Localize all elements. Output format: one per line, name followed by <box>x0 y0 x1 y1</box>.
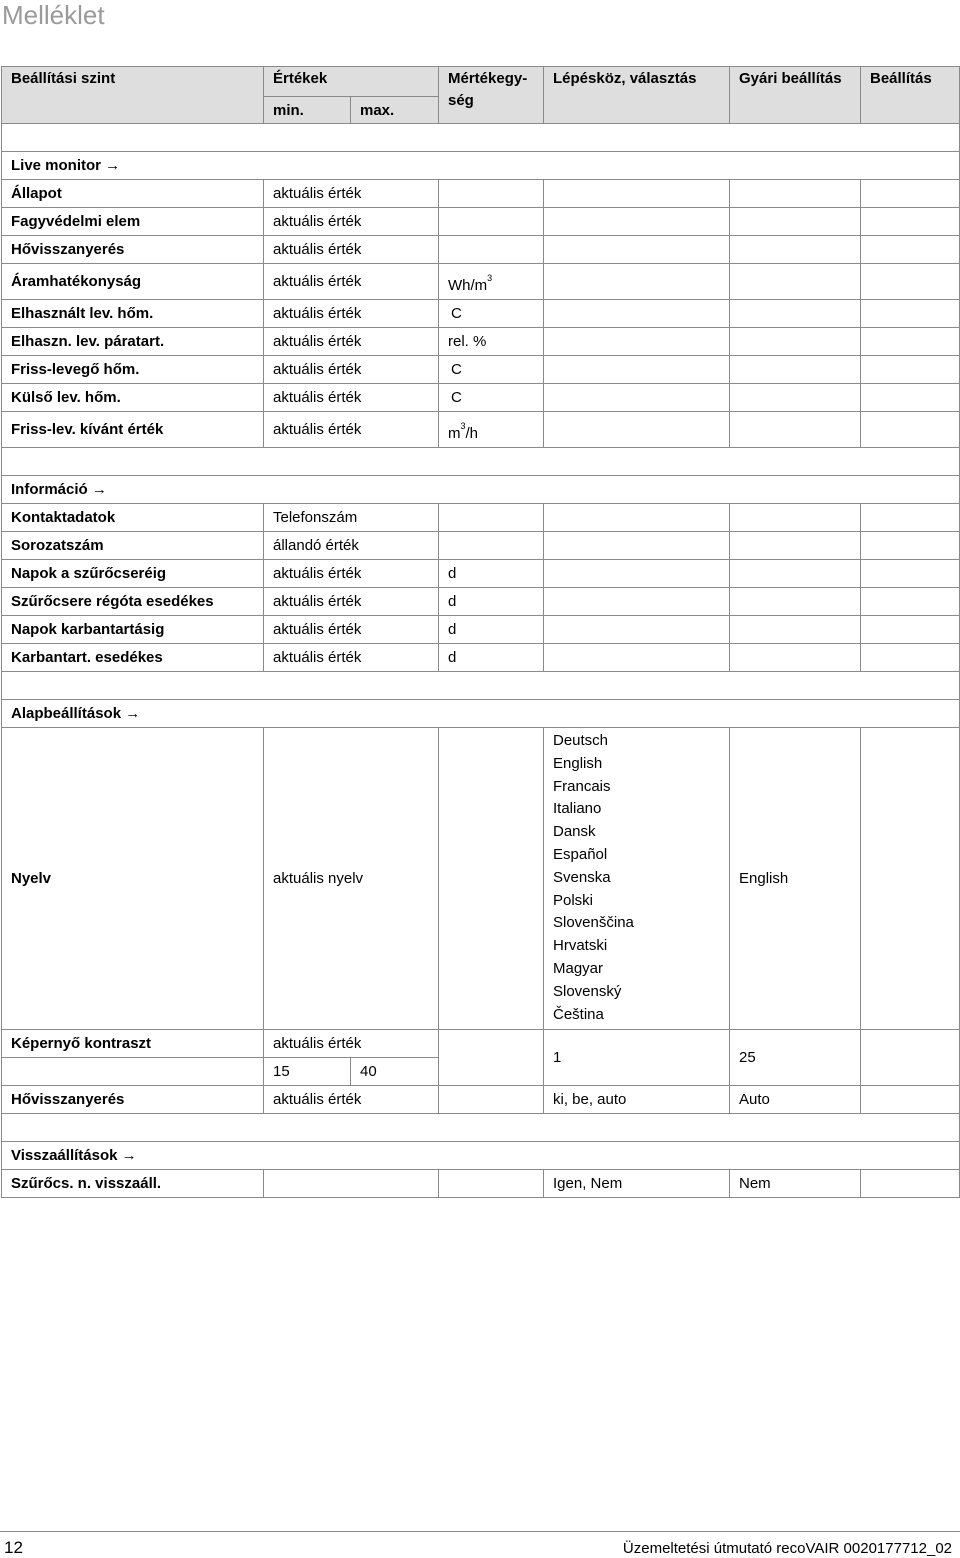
row-setting <box>861 1086 960 1114</box>
row-step <box>544 356 730 384</box>
table-row <box>2 1170 960 1198</box>
header-setting: Beállítás <box>861 67 960 124</box>
row-value: aktuális érték <box>264 412 439 448</box>
table-row <box>2 504 960 532</box>
language-option: Dansk <box>553 823 596 841</box>
row-name: Napok a szűrőcseréig <box>2 560 264 588</box>
row-setting <box>861 264 960 300</box>
language-options <box>544 728 730 1030</box>
row-setting <box>861 180 960 208</box>
row-step: 1 <box>544 1030 730 1086</box>
row-name: Hővisszanyerés <box>2 1086 264 1114</box>
row-name: Elhasznált lev. hőm. <box>2 300 264 328</box>
row-step <box>544 560 730 588</box>
row-setting <box>861 328 960 356</box>
header-unit <box>439 67 544 124</box>
row-unit <box>439 1170 544 1198</box>
table-row <box>2 236 960 264</box>
row-factory <box>730 384 861 412</box>
section-informacio <box>2 476 960 504</box>
row-name: Friss-lev. kívánt érték <box>2 412 264 448</box>
table-row <box>2 644 960 672</box>
row-unit: rel. % <box>439 328 544 356</box>
row-step <box>544 300 730 328</box>
row-name: Szűrőcsere régóta esedékes <box>2 588 264 616</box>
row-factory <box>730 532 861 560</box>
language-option: Hrvatski <box>553 937 608 955</box>
language-option: Slovenščina <box>553 914 634 932</box>
row-unit: d <box>439 644 544 672</box>
row-name: Napok karbantartásig <box>2 616 264 644</box>
row-name: Szűrőcs. n. visszaáll. <box>2 1170 264 1198</box>
header-level: Beállítási szint <box>2 67 264 124</box>
row-setting <box>861 616 960 644</box>
row-factory <box>730 616 861 644</box>
section-title: Alapbeállítások → <box>2 700 960 728</box>
table-row <box>2 616 960 644</box>
settings-table <box>1 66 960 1198</box>
row-name: Kontaktadatok <box>2 504 264 532</box>
row-factory: English <box>730 728 861 1030</box>
row-value: aktuális érték <box>264 180 439 208</box>
row-step <box>544 532 730 560</box>
spacer-row <box>2 124 960 152</box>
language-option: Svenska <box>553 868 611 886</box>
row-setting <box>861 644 960 672</box>
row-factory: Nem <box>730 1170 861 1198</box>
row-setting <box>861 532 960 560</box>
row-factory <box>730 180 861 208</box>
row-value: aktuális érték <box>264 616 439 644</box>
header-row <box>2 67 960 97</box>
row-factory: Auto <box>730 1086 861 1114</box>
row-unit <box>439 356 544 384</box>
row-name: Hővisszanyerés <box>2 236 264 264</box>
row-unit <box>439 180 544 208</box>
row-value: aktuális érték <box>264 560 439 588</box>
table-row-hovisszanyeres <box>2 1086 960 1114</box>
row-value: Telefonszám <box>264 504 439 532</box>
table-row <box>2 356 960 384</box>
row-factory <box>730 560 861 588</box>
table-row <box>2 300 960 328</box>
language-option: English <box>553 754 603 772</box>
row-name-empty <box>2 1058 264 1086</box>
unit-text: Wh/m <box>448 277 488 294</box>
row-setting <box>861 728 960 1030</box>
table-row <box>2 588 960 616</box>
row-max: 40 <box>351 1058 439 1086</box>
row-unit <box>439 1030 544 1086</box>
row-setting <box>861 208 960 236</box>
row-unit <box>439 1086 544 1114</box>
row-factory: 25 <box>730 1030 861 1086</box>
page-title: Melléklet <box>2 0 105 30</box>
section-title: Visszaállítások → <box>2 1142 960 1170</box>
row-factory <box>730 264 861 300</box>
table-row-kontraszt <box>2 1030 960 1058</box>
table-row <box>2 180 960 208</box>
table-row <box>2 384 960 412</box>
row-value: aktuális érték <box>264 300 439 328</box>
spacer-row <box>2 1114 960 1142</box>
row-factory <box>730 412 861 448</box>
row-step <box>544 412 730 448</box>
row-name: Sorozatszám <box>2 532 264 560</box>
footer-doc-info: Üzemeltetési útmutató recoVAIR 0020177712_02 <box>622 1540 952 1557</box>
row-step <box>544 264 730 300</box>
row-value: aktuális érték <box>264 1086 439 1114</box>
table-row <box>2 560 960 588</box>
spacer-row <box>2 672 960 700</box>
row-setting <box>861 384 960 412</box>
row-name: Karbantart. esedékes <box>2 644 264 672</box>
row-step <box>544 644 730 672</box>
row-setting <box>861 504 960 532</box>
row-factory <box>730 208 861 236</box>
row-name: Állapot <box>2 180 264 208</box>
language-option: Slovenský <box>553 982 622 1000</box>
row-name: Külső lev. hőm. <box>2 384 264 412</box>
row-factory <box>730 356 861 384</box>
unit-text: m <box>448 425 461 442</box>
language-option: Francais <box>553 777 611 795</box>
row-setting <box>861 236 960 264</box>
unit-superscript: 3 <box>460 421 466 431</box>
row-unit <box>439 504 544 532</box>
spacer-row <box>2 448 960 476</box>
row-step <box>544 328 730 356</box>
unit-tail: /h <box>465 425 479 442</box>
language-option: Italiano <box>553 800 602 818</box>
row-setting <box>861 1170 960 1198</box>
row-factory <box>730 588 861 616</box>
header-values: Értékek <box>264 67 439 97</box>
section-alapbeallitasok <box>2 700 960 728</box>
row-value: aktuális érték <box>264 1030 439 1058</box>
row-name: Áramhatékonyság <box>2 264 264 300</box>
section-title: Információ → <box>2 476 960 504</box>
row-step: Igen, Nem <box>544 1170 730 1198</box>
row-unit <box>439 236 544 264</box>
row-step: ki, be, auto <box>544 1086 730 1114</box>
row-value: aktuális érték <box>264 328 439 356</box>
row-setting <box>861 412 960 448</box>
row-unit: d <box>439 616 544 644</box>
language-option: Polski <box>553 891 594 909</box>
table-row <box>2 532 960 560</box>
row-name: Friss-levegő hőm. <box>2 356 264 384</box>
header-unit-text: Mértékegy-ség <box>448 70 528 109</box>
row-setting <box>861 356 960 384</box>
row-value: aktuális érték <box>264 208 439 236</box>
table-row <box>2 412 960 448</box>
language-option: Magyar <box>553 959 604 977</box>
row-value: aktuális érték <box>264 236 439 264</box>
row-unit <box>439 300 544 328</box>
row-unit: d <box>439 588 544 616</box>
header-factory: Gyári beállítás <box>730 67 861 124</box>
section-title: Live monitor → <box>2 152 960 180</box>
row-value: állandó érték <box>264 532 439 560</box>
page-number: 12 <box>4 1538 23 1557</box>
table-row <box>2 328 960 356</box>
unit-text: C <box>451 389 462 406</box>
header-step: Lépésköz, választás <box>544 67 730 124</box>
row-step <box>544 208 730 236</box>
row-unit <box>439 728 544 1030</box>
row-factory <box>730 236 861 264</box>
row-value: aktuális érték <box>264 356 439 384</box>
row-step <box>544 236 730 264</box>
row-name: Fagyvédelmi elem <box>2 208 264 236</box>
row-step <box>544 504 730 532</box>
row-factory <box>730 300 861 328</box>
row-factory <box>730 504 861 532</box>
row-unit: d <box>439 560 544 588</box>
row-factory <box>730 328 861 356</box>
section-visszaallitasok <box>2 1142 960 1170</box>
row-step <box>544 384 730 412</box>
unit-text: C <box>451 361 462 378</box>
row-unit <box>439 264 544 300</box>
row-name: Nyelv <box>2 728 264 1030</box>
language-option: Deutsch <box>553 732 609 749</box>
header-min: min. <box>264 97 351 124</box>
row-setting <box>861 300 960 328</box>
row-step <box>544 616 730 644</box>
row-setting <box>861 1030 960 1086</box>
row-unit <box>439 384 544 412</box>
language-option: Español <box>553 845 608 863</box>
row-unit <box>439 208 544 236</box>
header-max: max. <box>351 97 439 124</box>
row-min: 15 <box>264 1058 351 1086</box>
row-unit <box>439 532 544 560</box>
table-row-nyelv <box>2 728 960 1030</box>
row-step <box>544 588 730 616</box>
row-setting <box>861 588 960 616</box>
row-unit <box>439 412 544 448</box>
section-live-monitor <box>2 152 960 180</box>
unit-text: C <box>451 305 462 322</box>
table-row <box>2 208 960 236</box>
row-setting <box>861 560 960 588</box>
row-value: aktuális érték <box>264 264 439 300</box>
row-value: aktuális érték <box>264 588 439 616</box>
footer-divider <box>0 1531 960 1532</box>
table-row <box>2 264 960 300</box>
row-value: aktuális nyelv <box>264 728 439 1030</box>
row-name: Elhaszn. lev. páratart. <box>2 328 264 356</box>
row-name: Képernyő kontraszt <box>2 1030 264 1058</box>
unit-superscript: 3 <box>487 273 493 283</box>
row-step <box>544 180 730 208</box>
row-value <box>264 1170 439 1198</box>
row-factory <box>730 644 861 672</box>
language-option: Čeština <box>553 1005 604 1023</box>
row-value: aktuális érték <box>264 644 439 672</box>
row-value: aktuális érték <box>264 384 439 412</box>
